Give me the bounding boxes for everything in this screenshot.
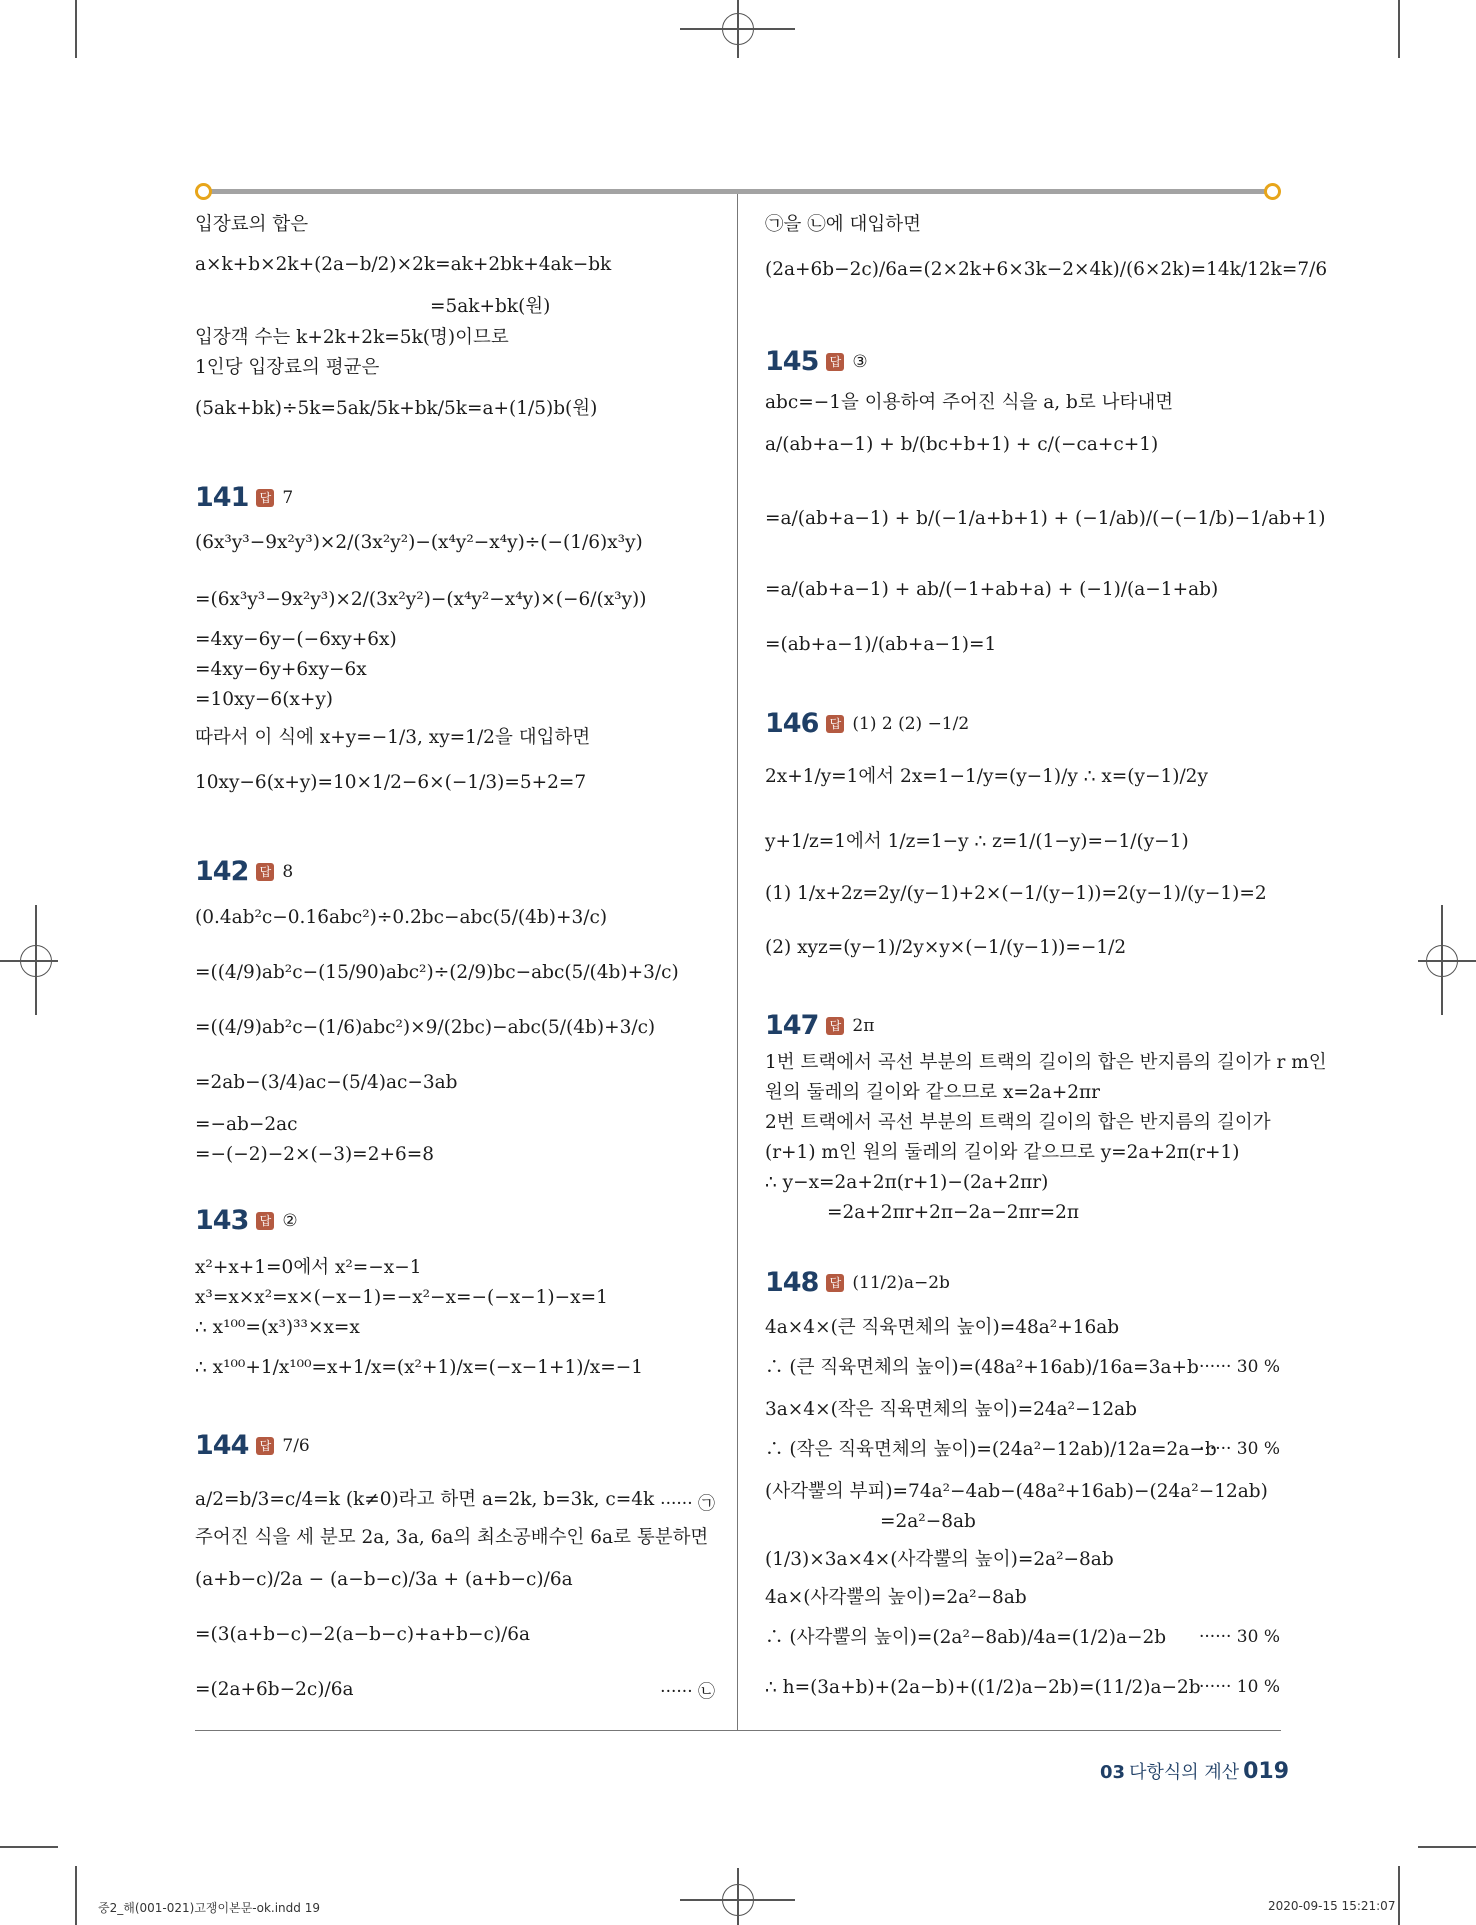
text-line: 따라서 이 식에 x+y=−1/3, xy=1/2을 대입하면	[195, 727, 591, 748]
answer-value: (1) 2 (2) −1/2	[852, 713, 970, 734]
equation-marker: ······ ㉡	[660, 1682, 715, 1702]
text-line: 입장료의 합은	[195, 214, 309, 235]
equation-line: (a+b−c)/2a − (a−b−c)/3a + (a+b−c)/6a	[195, 1569, 573, 1590]
equation-line: 2x+1/y=1에서 2x=1−1/y=(y−1)/y ∴ x=(y−1)/2y	[765, 766, 1208, 787]
equation-line: 3a×4×(작은 직육면체의 높이)=24a²−12ab	[765, 1399, 1138, 1420]
crop-mark	[1418, 1846, 1476, 1848]
equation-line: =10xy−6(x+y)	[195, 689, 334, 710]
problem-number: 148	[765, 1267, 819, 1298]
answer-value: 8	[282, 861, 294, 882]
answer-value: 7/6	[282, 1435, 310, 1456]
score-marker: ······ 30 %	[1198, 1627, 1280, 1647]
equation-line: ∴ x¹⁰⁰=(x³)³³×x=x	[195, 1317, 360, 1338]
problem-number: 141	[195, 482, 249, 513]
score-marker: ······ 30 %	[1198, 1439, 1280, 1459]
file-slug: 중2_해(001-021)고쟁이본문-ok.indd 19	[98, 1901, 320, 1915]
equation-line: =((4/9)ab²c−(15/90)abc²)÷(2/9)bc−abc(5/(4b)+3/c)	[195, 962, 679, 983]
registration-mark	[737, 1868, 739, 1925]
score-marker: ······ 30 %	[1198, 1357, 1280, 1377]
equation-marker: ······ ㉠	[660, 1494, 715, 1514]
problem-number: 143	[195, 1205, 249, 1236]
equation-line: (1/3)×3a×4×(사각뿔의 높이)=2a²−8ab	[765, 1549, 1114, 1570]
equation-line: =−ab−2ac	[195, 1114, 298, 1135]
answer-badge: 답	[256, 489, 274, 507]
crop-mark	[1398, 1866, 1400, 1925]
answer-value: ②	[282, 1210, 298, 1231]
crop-mark	[75, 1866, 77, 1925]
text-line: ㉠을 ㉡에 대입하면	[765, 214, 921, 235]
equation-line: =a/(ab+a−1) + ab/(−1+ab+a) + (−1)/(a−1+ab)	[765, 579, 1219, 600]
text-line: 주어진 식을 세 분모 2a, 3a, 6a의 최소공배수인 6a로 통분하면	[195, 1527, 709, 1548]
equation-line: (0.4̇ab²c−0.16̇abc²)÷0.2̇bc−abc(5/(4b)+3/c)	[195, 907, 608, 928]
equation-line: ∴ y−x=2a+2π(r+1)−(2a+2πr)	[765, 1172, 1049, 1193]
equation-line: =4xy−6y+6xy−6x	[195, 659, 367, 680]
equation-line: x²+x+1=0에서 x²=−x−1	[195, 1257, 422, 1278]
problem-number: 147	[765, 1010, 819, 1041]
bottom-rule	[195, 1730, 1281, 1731]
crop-mark	[1398, 0, 1400, 58]
equation-line: x³=x×x²=x×(−x−1)=−x²−x=−(−x−1)−x=1	[195, 1287, 608, 1308]
print-timestamp: 2020-09-15 15:21:07	[1268, 1899, 1396, 1913]
equation-line: =(ab+a−1)/(ab+a−1)=1	[765, 634, 997, 655]
problem-145-heading	[765, 346, 868, 377]
equation-line: a/(ab+a−1) + b/(bc+b+1) + c/(−ca+c+1)	[765, 434, 1159, 455]
answer-badge: 답	[256, 1212, 274, 1230]
problem-146-heading	[765, 708, 969, 739]
equation-line: (5ak+bk)÷5k=5ak/5k+bk/5k=a+(1/5)b(원)	[195, 398, 598, 419]
registration-mark	[0, 960, 58, 962]
registration-mark	[737, 0, 739, 58]
answer-badge: 답	[826, 353, 844, 371]
problem-number: 146	[765, 708, 819, 739]
equation-line: ∴ (사각뿔의 높이)=(2a²−8ab)/4a=(1/2)a−2b	[765, 1627, 1167, 1648]
answer-value: 2π	[852, 1015, 875, 1036]
answer-value: 7	[282, 487, 294, 508]
chapter-number: 03	[1100, 1762, 1126, 1783]
equation-line: =4xy−6y−(−6xy+6x)	[195, 629, 397, 650]
equation-line: ∴ (작은 직육면체의 높이)=(24a²−12ab)/12a=2a−b	[765, 1439, 1217, 1460]
answer-value: ③	[852, 351, 868, 372]
equation-line: ∴ x¹⁰⁰+1/x¹⁰⁰=x+1/x=(x²+1)/x=(−x−1+1)/x=−1	[195, 1357, 643, 1378]
problem-number: 142	[195, 856, 249, 887]
equation-line: a×k+b×2k+(2a−b/2)×2k=ak+2bk+4ak−bk	[195, 254, 612, 275]
equation-line: ∴ (큰 직육면체의 높이)=(48a²+16ab)/16a=3a+b	[765, 1357, 1199, 1378]
equation-line: =(2a+6b−2c)/6a	[195, 1679, 354, 1700]
registration-mark	[1441, 905, 1443, 1015]
equation-line: =((4/9)ab²c−(1/6)abc²)×9/(2bc)−abc(5/(4b)+3/c)	[195, 1017, 656, 1038]
answer-badge: 답	[256, 863, 274, 881]
problem-148-heading	[765, 1267, 950, 1298]
equation-line: 10xy−6(x+y)=10×1/2−6×(−1/3)=5+2=7	[195, 772, 587, 793]
equation-line: =2ab−(3/4)ac−(5/4)ac−3ab	[195, 1072, 458, 1093]
answer-badge: 답	[256, 1437, 274, 1455]
equation-line: (6x³y³−9x²y³)×2/(3x²y²)−(x⁴y²−x⁴y)÷(−(1/6)x³y)	[195, 532, 643, 553]
equation-line: =(3(a+b−c)−2(a−b−c)+a+b−c)/6a	[195, 1624, 531, 1645]
equation-line: =2a²−8ab	[880, 1511, 976, 1532]
equation-line: (2) xyz=(y−1)/2y×y×(−1/(y−1))=−1/2	[765, 937, 1127, 958]
text-line: 원의 둘레의 길이와 같으므로 x=2a+2πr	[765, 1082, 1100, 1103]
equation-line: (2a+6b−2c)/6a=(2×2k+6×3k−2×4k)/(6×2k)=14k/12k=7/6	[765, 259, 1328, 280]
column-divider	[737, 194, 738, 1730]
equation-line: ∴ h=(3a+b)+(2a−b)+((1/2)a−2b)=(11/2)a−2b	[765, 1677, 1201, 1698]
page-footer	[1100, 1758, 1290, 1784]
problem-number: 144	[195, 1430, 249, 1461]
equation-line: =2a+2πr+2π−2a−2πr=2π	[827, 1202, 1080, 1223]
text-line: 1번 트랙에서 곡선 부분의 트랙의 길이의 합은 반지름의 길이가 r m인	[765, 1052, 1327, 1073]
equation-line: 4a×(사각뿔의 높이)=2a²−8ab	[765, 1587, 1027, 1608]
text-line: 2번 트랙에서 곡선 부분의 트랙의 길이의 합은 반지름의 길이가	[765, 1112, 1271, 1133]
problem-144-heading	[195, 1430, 310, 1461]
header-rule-dot	[195, 183, 212, 200]
header-rule-dot	[1264, 183, 1281, 200]
answer-badge: 답	[826, 715, 844, 733]
equation-line: =5ak+bk(원)	[430, 296, 551, 317]
answer-value: (11/2)a−2b	[852, 1272, 950, 1293]
problem-143-heading	[195, 1205, 298, 1236]
header-rule	[205, 189, 1267, 194]
crop-mark	[0, 1846, 58, 1848]
problem-141-heading	[195, 482, 293, 513]
problem-number: 145	[765, 346, 819, 377]
section-title: 다항식의 계산	[1129, 1762, 1240, 1783]
problem-142-heading	[195, 856, 293, 887]
answer-badge: 답	[826, 1274, 844, 1292]
page-number: 019	[1243, 1759, 1290, 1784]
score-marker: ······ 10 %	[1198, 1677, 1280, 1697]
equation-line: (사각뿔의 부피)=74a²−4ab−(48a²+16ab)−(24a²−12ab)	[765, 1481, 1268, 1502]
crop-mark	[75, 0, 77, 58]
registration-mark	[35, 905, 37, 1015]
answer-badge: 답	[826, 1017, 844, 1035]
equation-line: =−(−2)−2×(−3)=2+6=8	[195, 1144, 435, 1165]
equation-line: (1) 1/x+2z=2y/(y−1)+2×(−1/(y−1))=2(y−1)/(y−1)=2	[765, 883, 1267, 904]
problem-147-heading	[765, 1010, 874, 1041]
text-line: (r+1) m인 원의 둘레의 길이와 같으므로 y=2a+2π(r+1)	[765, 1142, 1240, 1163]
text-line: abc=−1을 이용하여 주어진 식을 a, b로 나타내면	[765, 392, 1174, 413]
text-line: 입장객 수는 k+2k+2k=5k(명)이므로	[195, 327, 509, 348]
text-line: 1인당 입장료의 평균은	[195, 357, 380, 378]
equation-line: =a/(ab+a−1) + b/(−1/a+b+1) + (−1/ab)/(−(−1/b)−1/ab+1)	[765, 508, 1326, 529]
equation-line: y+1/z=1에서 1/z=1−y ∴ z=1/(1−y)=−1/(y−1)	[765, 831, 1189, 852]
registration-mark	[1418, 960, 1476, 962]
equation-line: 4a×4×(큰 직육면체의 높이)=48a²+16ab	[765, 1317, 1120, 1338]
equation-line: =(6x³y³−9x²y³)×2/(3x²y²)−(x⁴y²−x⁴y)×(−6/(x³y))	[195, 589, 647, 610]
equation-line: a/2=b/3=c/4=k (k≠0)라고 하면 a=2k, b=3k, c=4k	[195, 1489, 655, 1510]
